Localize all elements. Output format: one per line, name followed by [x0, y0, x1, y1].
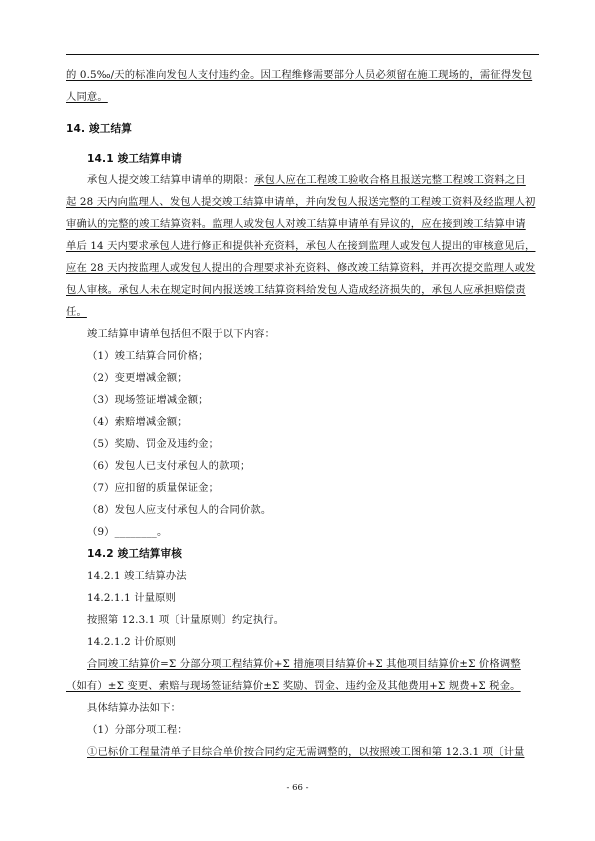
text-line: [66, 239, 535, 253]
text-line: [87, 437, 219, 451]
text-line-content: （9）________。: [87, 526, 168, 538]
text-line-content: 14.2.1.2 计价原则: [87, 636, 176, 648]
text-line-content: 任。: [66, 306, 87, 318]
text-line-content: 14.2 竣工结算审核: [87, 548, 183, 560]
text-line-content: （2）变更增减金额；: [87, 372, 188, 384]
text-line: [87, 481, 219, 495]
text-line: [66, 217, 526, 231]
text-line-content: 包人审核。承包人未在规定时间内报送竣工结算资料给发包人造成经济损失的，承包人应承担赔偿责: [66, 284, 526, 296]
text-line: [87, 349, 209, 363]
text-line: [87, 723, 188, 737]
text-line: [87, 657, 521, 671]
text-line: [87, 503, 271, 517]
text-line-content: 审确认的完整的竣工结算资料。监理人或发包人对竣工结算申请单有异议的，应在接到竣工结算申请: [66, 218, 526, 230]
text-line-content: （1）竣工结算合同价格；: [87, 350, 209, 362]
text-line-content: 承包人应在工程竣工验收合格且报送完整工程竣工资料之日: [254, 174, 526, 186]
text-line-content: 合同竣工结算价=Σ 分部分项工程结算价+Σ 措施项目结算价+Σ 其他项目结算价±Σ 价格调整: [87, 658, 521, 670]
text-line-content: 14.1 竣工结算申请: [87, 153, 183, 165]
text-line: [66, 195, 535, 209]
text-line-content: 按照第 12.3.1 项〔计量原则〕约定执行。: [87, 614, 285, 626]
text-line-content: （3）现场签证增减金额；: [87, 394, 209, 406]
section-heading: [87, 547, 182, 561]
text-line: [87, 745, 524, 759]
text-line: [66, 90, 108, 104]
text-line-content: 14.2.1 竣工结算办法: [87, 570, 187, 582]
text-line-content: （6）发包人已支付承包人的款项；: [87, 460, 251, 472]
section-heading: [87, 152, 182, 166]
text-line-content: 14. 竣工结算: [66, 123, 133, 135]
section-heading: [66, 122, 132, 136]
text-line-content: 具体结算办法如下：: [87, 702, 182, 714]
header-rule: [66, 54, 539, 55]
text-line-prefix: 承包人提交竣工结算申请单的期限：: [87, 174, 255, 186]
text-line-content: 起 28 天内向监理人、发包人提交竣工结算申请单，并向发包人报送完整的工程竣工资料及经监理人初: [66, 196, 536, 208]
text-line: [66, 679, 521, 693]
text-line-content: 14.2.1.1 计量原则: [87, 592, 176, 604]
text-line-content: 人同意。: [66, 91, 108, 103]
text-line: [87, 327, 275, 341]
text-line-content: （1）分部分项工程：: [87, 724, 188, 736]
text-line-content: （5）奖励、罚金及违约金；: [87, 438, 220, 450]
text-line: [87, 173, 526, 187]
text-line: [87, 591, 176, 605]
text-line: [87, 701, 181, 715]
text-line-content: （4）索赔增减金额；: [87, 416, 188, 428]
text-line: [87, 393, 209, 407]
text-line-content: ①已标价工程量清单子目综合单价按合同约定无需调整的，以按照竣工图和第 12.3.1 项〔计量: [87, 746, 525, 758]
text-line: [66, 283, 526, 297]
text-line-content: 单后 14 天内要求承包人进行修正和提供补充资料，承包人在接到监理人或发包人提出的审核意见后，: [66, 240, 536, 252]
text-line: [87, 569, 187, 583]
text-line: [87, 525, 167, 539]
text-line: [87, 459, 250, 473]
text-line-content: 的 0.5‰/天的标准向发包人支付违约金。因工程维修需要部分人员必须留在施工现场的，需征得发包: [66, 69, 533, 81]
text-line: [66, 305, 87, 319]
page-number: - 66 -: [286, 783, 309, 793]
text-line-content: （7）应扣留的质量保证金；: [87, 482, 220, 494]
text-line: [66, 68, 532, 82]
text-line-content: （如有）±Σ 变更、索赔与现场签证结算价±Σ 奖励、罚金、违约金及其他费用+Σ 规费+Σ 税金。: [66, 680, 521, 692]
text-line: [87, 371, 188, 385]
text-line-content: 竣工结算申请单包括但不限于以下内容：: [87, 328, 276, 340]
text-line-content: 应在 28 天内按监理人或发包人提出的合理要求补充资料、修改竣工结算资料，并再次提交监理人或发: [66, 262, 536, 274]
text-line-content: （8）发包人应支付承包人的合同价款。: [87, 504, 272, 516]
text-line: [66, 261, 535, 275]
text-line: [87, 613, 284, 627]
text-line: [87, 635, 176, 649]
text-line: [87, 415, 188, 429]
